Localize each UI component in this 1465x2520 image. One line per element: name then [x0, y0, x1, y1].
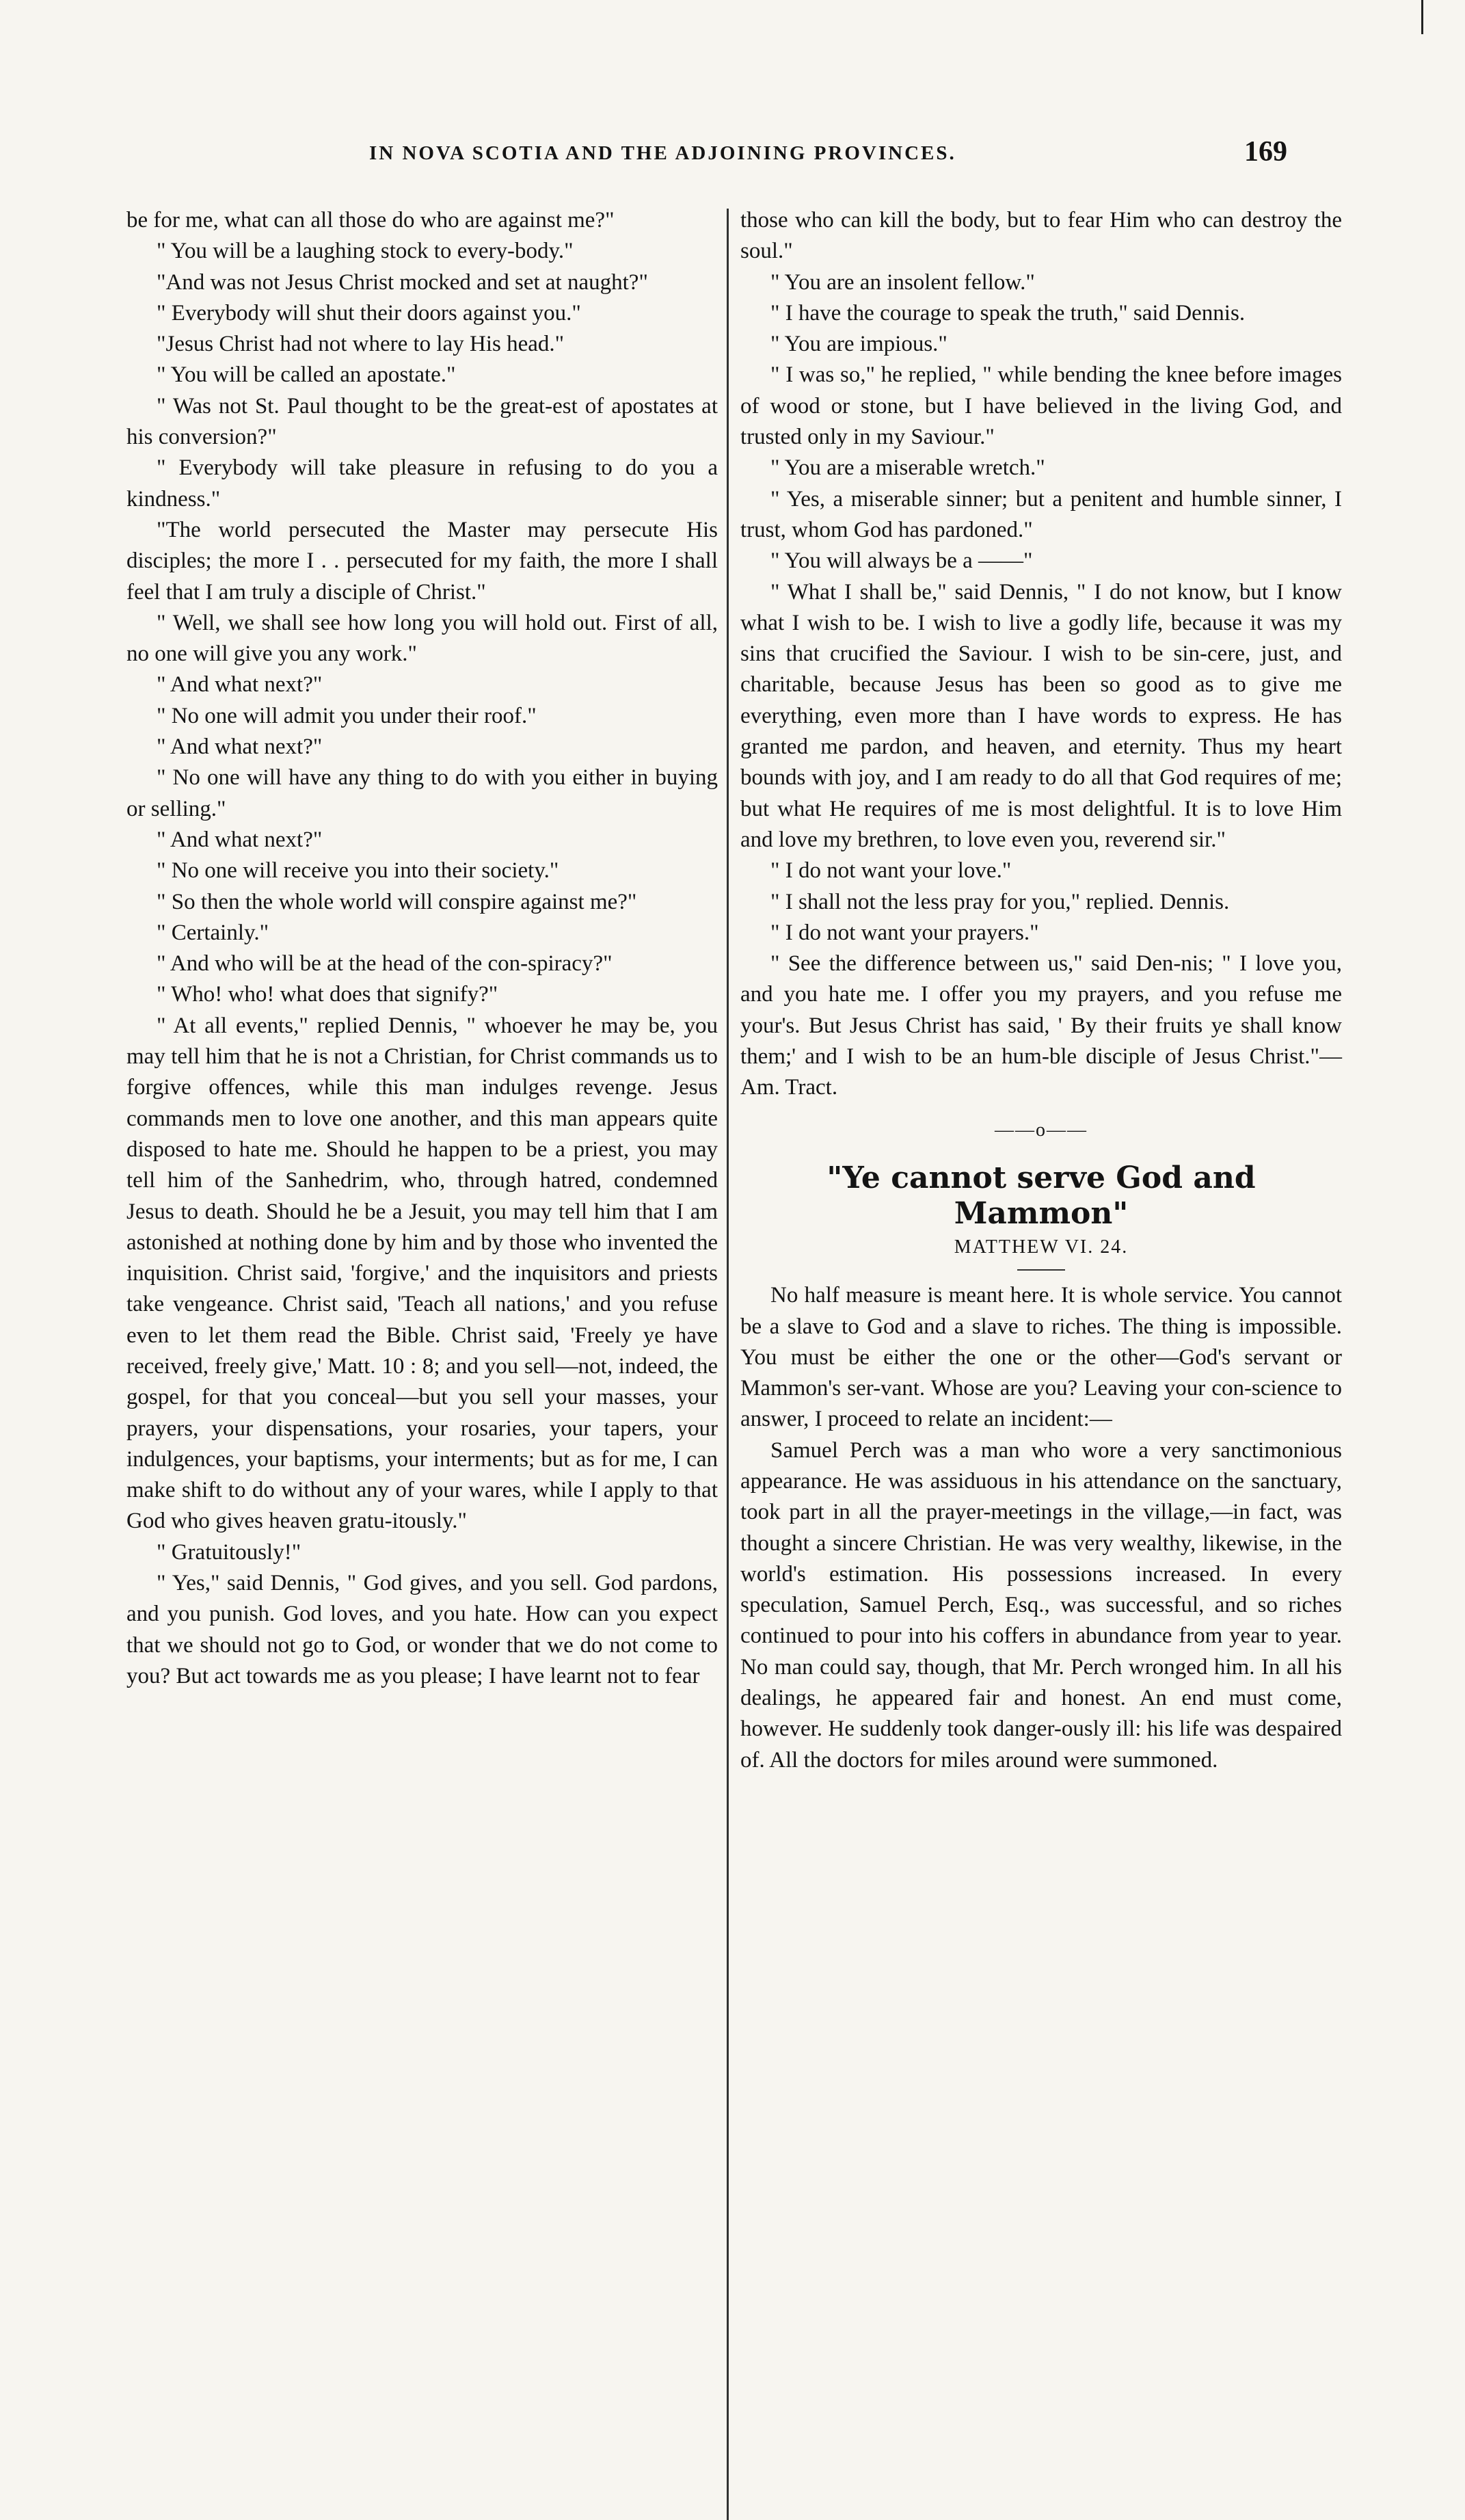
paragraph: " And what next?"	[157, 734, 323, 760]
paragraph: " I do not want your prayers."	[770, 920, 1039, 945]
page-number: 169	[1244, 136, 1287, 168]
paragraph: " Was not St. Paul thought to be the great-est of apostates at his conversion?"	[126, 393, 718, 450]
paragraph: " What I shall be," said Dennis, " I do not know, but I know what I wish to be. I wish to live a godly life, because it was my sins that crucified the Saviour. I wish to be sin-cere, just, and charitable, because Jesus has been so good as to give me everything, even more than I have words to express. He has granted me pardon, and heaven, and eternity. Thus my heart bounds with joy, and I am ready to do all that God requires of me; but what He requires of me is most delightful. It is to love Him and love my brethren, to love even you, reverend sir."	[740, 579, 1342, 852]
paragraph: " Certainly."	[157, 920, 269, 945]
paragraph: " No one will receive you into their society."	[157, 858, 559, 884]
paragraph: " And what next?"	[157, 827, 323, 852]
paragraph: " Yes, a miserable sinner; but a penitent and humble sinner, I trust, whom God has pardoned."	[740, 486, 1342, 542]
section-separator: ——o——	[995, 1119, 1088, 1141]
page-header	[0, 135, 1465, 183]
paragraph: " I shall not the less pray for you," replied. Dennis.	[770, 889, 1230, 914]
paragraph: No half measure is meant here. It is whole service. You cannot be a slave to God and a slave to riches. The thing is impossible. You must be either the one or the other—God's servant or Mammon's ser-vant. Whose are you? Leaving your con-science to answer, I proceed to relate an incident:—	[740, 1283, 1342, 1432]
paragraph: " You are impious."	[770, 332, 947, 357]
paragraph: " No one will admit you under their roof."	[157, 703, 537, 728]
title-rule	[1017, 1269, 1065, 1271]
paragraph: " You will be called an apostate."	[157, 362, 456, 388]
paragraph: " Well, we shall see how long you will hold out. First of all, no one will give you any work."	[126, 610, 718, 667]
paragraph: "Jesus Christ had not where to lay His head."	[157, 332, 565, 357]
paragraph: "The world persecuted the Master may persecute His disciples; the more I . . persecuted for my faith, the more I shall feel that I am truly a disciple of Christ."	[126, 517, 718, 605]
paragraph: those who can kill the body, but to fear Him who can destroy the soul."	[740, 208, 1342, 264]
column-rule	[727, 209, 729, 2520]
paragraph: " At all events," replied Dennis, " whoever he may be, you may tell him that he is not a Christian, for Christ commands us to forgive offences, while this man indulges revenge. Jesus commands men to love one another, and this man appears quite disposed to hate me. Should he happen to be a priest, you may tell him of the Sanhedrim, who, through hatred, condemned Jesus to death. Should he be a Jesuit, you may tell him that I am astonished at nothing done by him and by those who invented the inquisition. Christ said, 'forgive,' and the inquisitors and priests take vengeance. Christ said, 'Teach all nations,' and you refuse even to let them read the Bible. Christ said, 'Freely ye have received, freely give,' Matt. 10 : 8; and you sell—not, indeed, the gospel, for that you conceal—but you sell your masses, your prayers, your dispensations, your rosaries, your tapers, your indulgences, your baptisms, your interments; but as for me, I can make shift to do without any of your wares, while I apply to that God who gives heaven gratu-itously."	[126, 1013, 718, 1534]
paragraph: " Who! who! what does that signify?"	[157, 982, 498, 1007]
paragraph: " And what next?"	[157, 672, 323, 698]
paragraph: " So then the whole world will conspire against me?"	[157, 889, 637, 914]
page-edge-mark	[1421, 0, 1423, 34]
paragraph: " I have the courage to speak the truth," said Dennis.	[770, 300, 1246, 326]
paragraph: " I was so," he replied, " while bending the knee before images of wood or stone, but I have believed in the living God, and trusted only in my Saviour."	[740, 362, 1342, 450]
paragraph: " Gratuitously!"	[157, 1539, 301, 1565]
right-column	[740, 205, 1342, 1776]
paragraph: " Everybody will take pleasure in refusing to do you a kindness."	[126, 455, 718, 512]
paragraph: " You will always be a ——"	[770, 548, 1033, 574]
paragraph: " You are an insolent fellow."	[770, 269, 1035, 295]
paragraph: "And was not Jesus Christ mocked and set at naught?"	[157, 269, 648, 295]
section-title: "Ye cannot serve God and Mammon"	[826, 1160, 1256, 1231]
paragraph: " Yes," said Dennis, " God gives, and you sell. God pardons, and you punish. God loves, and you hate. How can you expect that we should not go to God, or wonder that we do not come to you? But act towards me as you please; I have learnt not to fear	[126, 1571, 718, 1688]
running-head: IN NOVA SCOTIA AND THE ADJOINING PROVINCES.	[369, 142, 956, 164]
paragraph: " No one will have any thing to do with you either in buying or selling."	[126, 765, 718, 821]
section-subtitle: MATTHEW VI. 24.	[954, 1236, 1129, 1258]
paragraph: be for me, what can all those do who are against me?"	[126, 208, 615, 233]
paragraph: Samuel Perch was a man who wore a very sanctimonious appearance. He was assiduous in his attendance on the sanctuary, took part in all the prayer-meetings in the village,—in fact, was thought a sincere Christian. He was very wealthy, likewise, in the world's estimation. His possessions increased. In every speculation, Samuel Perch, Esq., was successful, and so riches continued to pour into his coffers in abundance from year to year. No man could say, though, that Mr. Perch wronged him. In all his dealings, he appeared fair and honest. An end must come, however. He suddenly took danger-ously ill: his life was despaired of. All the doctors for miles around were summoned.	[740, 1437, 1342, 1773]
paragraph: " You will be a laughing stock to every-body."	[157, 239, 574, 264]
paragraph: " And who will be at the head of the con-spiracy?"	[157, 951, 613, 977]
paragraph: " I do not want your love."	[770, 858, 1012, 884]
paragraph: " See the difference between us," said Den-nis; " I love you, and you hate me. I offer you my prayers, and you refuse me your's. But Jesus Christ has said, ' By their fruits ye shall know them;' and I wish to be an hum-ble disciple of Jesus Christ."—Am. Tract.	[740, 951, 1342, 1100]
paragraph: " Everybody will shut their doors against you."	[157, 300, 581, 326]
left-column	[126, 205, 718, 1692]
paragraph: " You are a miserable wretch."	[770, 455, 1045, 481]
